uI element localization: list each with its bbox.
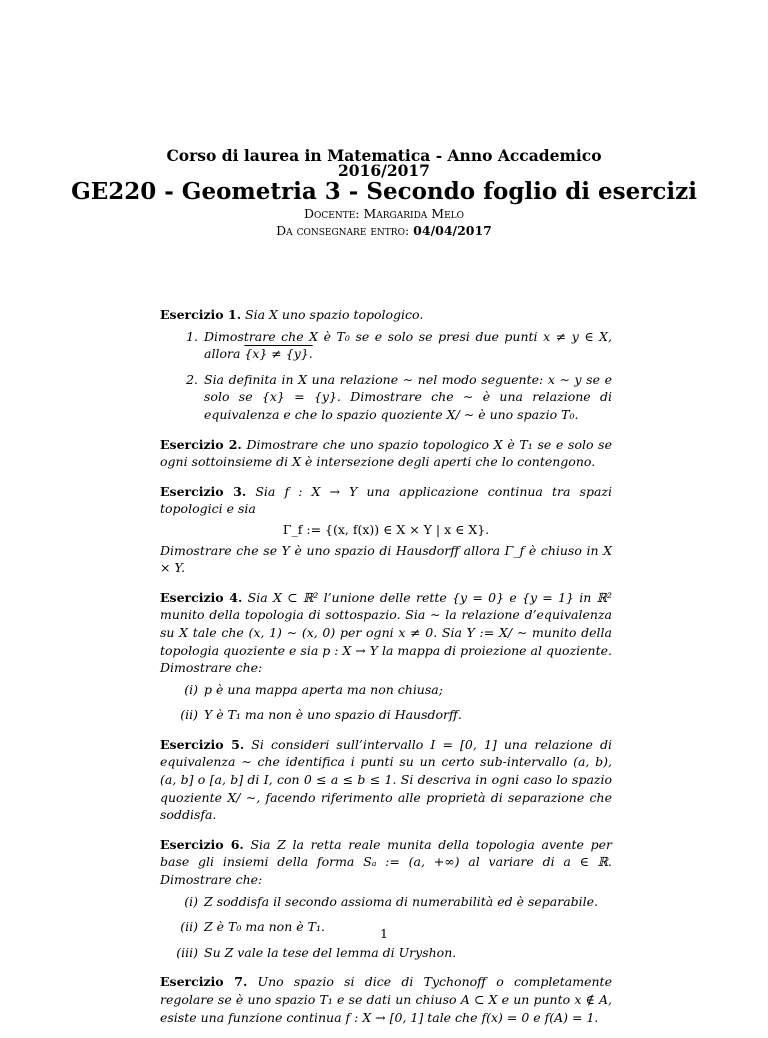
exercise-label: Esercizio 6.: [160, 836, 244, 852]
subitem-number: 1.: [186, 328, 198, 344]
exercise-label: Esercizio 5.: [160, 736, 245, 752]
exercise-label: Esercizio 2.: [160, 436, 242, 452]
deadline-line: [0, 222, 768, 239]
exercise-text: Sia X ⊂ ℝ² l’unione delle rette {y = 0} e {y = 1} in ℝ² munito della topologia di sottospazio. Sia ∼ la relazione d’equivalenza su X tale che (x, 1) ∼ (x, 0) per ogni x ≠ 0. Sia Y := X/ ∼ munito della topologia quoziente e sia p : X → Y la mappa di proiezione al quoziente. Dimostrare che:: [160, 589, 612, 676]
subitem: [160, 893, 612, 911]
subitem-number: (i): [184, 681, 198, 697]
teacher-line: [0, 205, 768, 222]
exercise-4: [160, 589, 612, 724]
closure-formula: {x} ≠ {y}.: [244, 346, 313, 362]
document-header: [0, 148, 768, 239]
exercise-label: Esercizio 4.: [160, 589, 243, 605]
subitem-text: Y è T₁ ma non è uno spazio di Hausdorff.: [204, 707, 462, 723]
subitem: [160, 328, 612, 363]
exercise-7: [160, 973, 612, 1026]
exercise-text: Sia X uno spazio topologico.: [245, 307, 424, 322]
subitem: [160, 944, 612, 962]
subitem-number: (iii): [176, 944, 198, 960]
subitem-text: Z soddisfa il secondo assioma di numerabilità ed è separabile.: [204, 893, 599, 909]
academic-year: 2016/2017: [338, 161, 430, 180]
subitem-text: Su Z vale la tese del lemma di Uryshon.: [204, 944, 457, 960]
sheet-title: GE220 - Geometria 3 - Secondo foglio di esercizi: [71, 178, 697, 205]
course-line: Corso di laurea in Matematica - Anno Accademico: [166, 146, 602, 165]
exercise-2: [160, 436, 612, 471]
exercise-1: [160, 306, 612, 424]
exercise-3: [160, 483, 612, 577]
subitem: [160, 681, 612, 699]
subitem-text: Sia definita in X una relazione ∼ nel modo seguente: x ∼ y se e solo se {x} = {y}. Dimostrare che ∼ è una relazione di equivalenza e che lo spazio quoziente X/ ∼ è uno spazio T₀.: [204, 371, 612, 422]
exercise-6: [160, 836, 612, 962]
exercise-label: Esercizio 1.: [160, 307, 242, 322]
exercise-text: Dimostrare che uno spazio topologico X è T₁ se e solo se ogni sottoinsieme di X è intersezione degli aperti che lo contengono.: [160, 436, 612, 470]
exercise-text-after: Dimostrare che se Y è uno spazio di Hausdorff allora Γ_f è chiuso in X × Y.: [160, 542, 612, 576]
page-number: 1: [380, 926, 388, 941]
exercise-subitems: [160, 328, 612, 424]
teacher-name: Margarida Melo: [363, 206, 464, 221]
subitem-text: Dimostrare che X è T₀ se e solo se presi due punti x ≠ y ∈ X, allora: [204, 328, 612, 362]
subitem-number: 2.: [186, 371, 198, 387]
subitem-number: (ii): [180, 919, 198, 935]
exercise-label: Esercizio 3.: [160, 483, 247, 499]
subitem-text: Z è T₀ ma non è T₁.: [204, 919, 325, 935]
display-formula: Γ_f := {(x, f(x)) ∈ X × Y | x ∈ X}.: [282, 521, 490, 537]
exercise-text: Sia Z la retta reale munita della topologia avente per base gli insiemi della forma Sₐ := (a, +∞) al variare di a ∈ ℝ. Dimostrare che:: [160, 836, 612, 888]
exercise-label: Esercizio 7.: [160, 974, 248, 990]
subitem-text: p è una mappa aperta ma non chiusa;: [204, 681, 443, 697]
deadline-date: 04/04/2017: [413, 223, 492, 238]
exercise-text: Sia f : X → Y una applicazione continua tra spazi topologici e sia: [160, 483, 613, 517]
exercise-subitems: [160, 681, 612, 724]
teacher-label: Docente:: [303, 206, 360, 221]
exercise-text: Uno spazio si dice di Tychonoff o completamente regolare se è uno spazio T₁ e se dati un chiuso A ⊂ X e un punto x ∉ A, esiste una funzione continua f : X → [0, 1] tale che f(x) = 0 e f(A) = 1.: [160, 974, 612, 1025]
subitem: [160, 371, 612, 424]
deadline-label: Da consegnare entro:: [276, 223, 410, 238]
exercise-text: Si consideri sull’intervallo I = [0, 1] una relazione di equivalenza ∼ che identifica i punti su un certo sub-intervallo (a, b), (a, b] o [a, b] di I, con 0 ≤ a ≤ b ≤ 1. Si descriva in ogni caso lo spazio quoziente X/ ∼, facendo riferimento alle proprietà di separazione che soddisfa.: [160, 736, 612, 823]
subitem: [160, 706, 612, 724]
subitem-number: (ii): [180, 707, 198, 723]
exercise-5: [160, 736, 612, 824]
subitem-number: (i): [184, 893, 198, 909]
